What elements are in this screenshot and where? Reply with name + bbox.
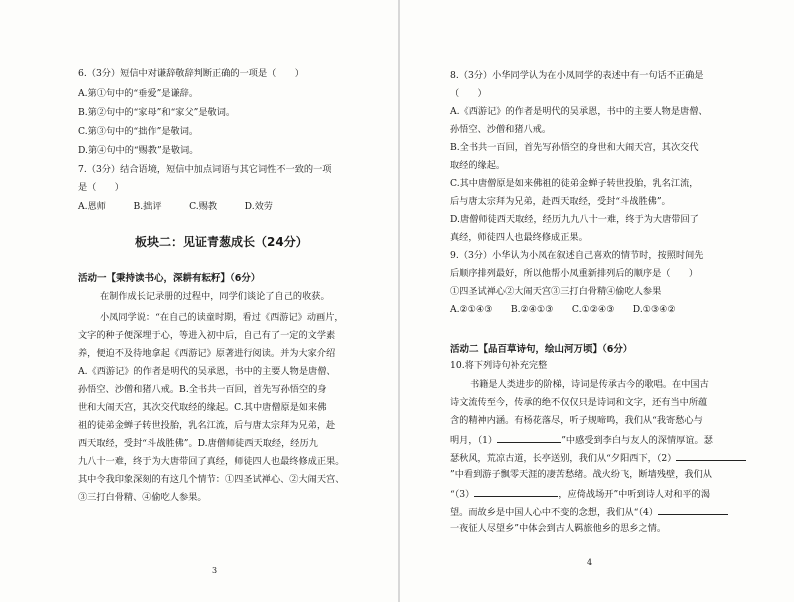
q8-line: （ ） (450, 88, 487, 99)
q9-options: A.②①④③ B.②④①③ C.①②④③ D.①③④② (450, 304, 676, 315)
q10-text: “（3） (450, 489, 475, 500)
q8-line: B.全书共一百回，首先写孙悟空的身世和大闹天宫，其次交代 (450, 142, 699, 153)
q8-line: D.唐僧师徒西天取经，经历九九八十一难，终于为大唐带回了 (450, 214, 699, 225)
q8-line: C.其中唐僧原是如来佛祖的徒弟金蝉子转世投胎，乳名江流， (450, 178, 699, 189)
q10-line (450, 451, 746, 465)
activity1-line: 祖的徒弟金蝉子转世投胎，乳名江流，后与唐太宗拜为兄弟，赴 (78, 420, 336, 431)
q10-line: 一夜征人尽望乡”中体会到古人羁旅他乡的思乡之情。 (450, 523, 667, 534)
q8-line: 孙悟空、沙僧和猪八戒。 (450, 124, 552, 135)
q10-text: 瑟秋风，荒凉古道，长亭送别，我们从“夕阳西下，（2） (450, 453, 677, 464)
q6-option-b: B.第②句中的“家母”和“家父”是敬词。 (78, 107, 236, 118)
activity1-line: 在制作成长记录册的过程中，同学们谈论了自己的收获。 (100, 291, 330, 302)
q8-line: A.《西游记》的作者是明代的吴承恩，书中的主要人物是唐僧、 (450, 106, 708, 117)
q8-line: 取经的缘起。 (450, 160, 506, 171)
q10-line: 书籍是人类进步的阶梯，诗词是传承古今的歌唱。在中国古 (470, 379, 709, 390)
q7-stem: 7.（3分）结合语境，短信中加点词语与其它词性不一致的一项 (78, 164, 332, 175)
q8-line: 后与唐太宗拜为兄弟，赴西天取经，受封“斗战胜佛”。 (450, 196, 671, 207)
activity1-line: ③三打白骨精、④偷吃人参果。 (78, 492, 207, 503)
activity1-line: 九八十一难，终于为大唐带回了真经，师徒四人也最终修成正果。 (78, 456, 345, 467)
q8-line: 真经，师徒四人也最终修成正果。 (450, 232, 588, 243)
right-page (400, 0, 794, 602)
activity1-line: 西天取经，受封“斗战胜佛”。D.唐僧师徒西天取经，经历九 (78, 438, 318, 449)
q7-stem-cont: 是（ ） (78, 182, 124, 193)
q6-option-a: A.第①句中的“垂爱”是谦辞。 (78, 88, 199, 99)
q6-option-c: C.第③句中的“拙作”是敬词。 (78, 126, 199, 137)
q9-line: 9.（3分）小华认为小凤在叙述自己喜欢的情节时，按照时间先 (450, 250, 704, 261)
q6-option-d: D.第④句中的“赐教”是敬词。 (78, 145, 199, 156)
q10-line (450, 487, 710, 501)
q10-line: 含的精神内涵。有杨花落尽，听子规啼鸣，我们从“我寄愁心与 (450, 415, 703, 426)
q10-line (450, 505, 728, 519)
blank-2-input[interactable] (676, 451, 746, 461)
activity1-line: 小凤同学说：“在自己的读童时期，看过《西游记》动画片， (100, 312, 344, 323)
q9-line: ①四圣试禅心②大闹天宫③三打白骨精④偷吃人参果 (450, 286, 662, 297)
q6-stem: 6.（3分）短信中对谦辞敬辞判断正确的一项是（ ） (78, 68, 304, 79)
q10-text: 明月，（1） (450, 435, 498, 446)
activity2-title: 活动二【品百草诗句，绘山河万顷】（6分） (450, 344, 633, 355)
blank-1-input[interactable] (497, 433, 561, 443)
q10-text: 望。而故乡是中国人心中不变的念想，我们从“（4） (450, 507, 659, 518)
page-number-left: 3 (212, 566, 218, 575)
activity1-line: 孙悟空、沙僧和猪八戒。B.全书共一百回，首先写孙悟空的身 (78, 384, 327, 395)
blank-4-input[interactable] (658, 505, 728, 515)
q7-options: A.恩师 B.拙评 C.赐教 D.效劳 (78, 201, 273, 212)
activity1-title: 活动一【秉持读书心，深耕有耘籽】（6分） (78, 273, 261, 284)
activity1-line: A.《西游记》的作者是明代的吴承恩，书中的主要人物是唐僧、 (78, 366, 336, 377)
activity1-line: 文字的种子便深埋于心，等进入初中后，自己有了一定的文学素 (78, 330, 336, 341)
q10-text: ，应倚战场开”中听到诗人对和平的渴 (558, 489, 711, 500)
page-number-right: 4 (587, 558, 593, 567)
section-title: 板块二：见证青葱成长（24分） (135, 235, 308, 249)
q10-text: ”中感受到李白与友人的深情厚谊。瑟 (561, 435, 713, 446)
q8-line: 8.（3分）小华同学认为在小凤同学的表述中有一句话不正确是 (450, 70, 704, 81)
q9-line: 后顺序排列最好，所以他帮小凤重新排列后的顺序是（ ） (450, 268, 699, 279)
blank-3-input[interactable] (474, 487, 558, 497)
q10-line (450, 433, 713, 447)
q10-title: 10.将下列诗句补充完整 (450, 360, 548, 371)
activity1-line: 其中令我印象深刻的有这几个情节：①四圣试禅心、②大闹天宫、 (78, 474, 345, 485)
activity1-line: 世和大闹天宫，其次交代取经的缘起。C.其中唐僧原是如来佛 (78, 402, 327, 413)
q10-line: ”中看到游子飘零天涯的凄苦愁绪。战火纷飞，断墙残壁，我们从 (450, 469, 712, 480)
q10-line: 诗文流传至今，传承的绝不仅仅只是诗词和文字，还有当中所蕴 (450, 397, 708, 408)
activity1-line: 养，便迫不及待地拿起《西游记》原著进行阅读。并为大家介绍 (78, 348, 336, 359)
